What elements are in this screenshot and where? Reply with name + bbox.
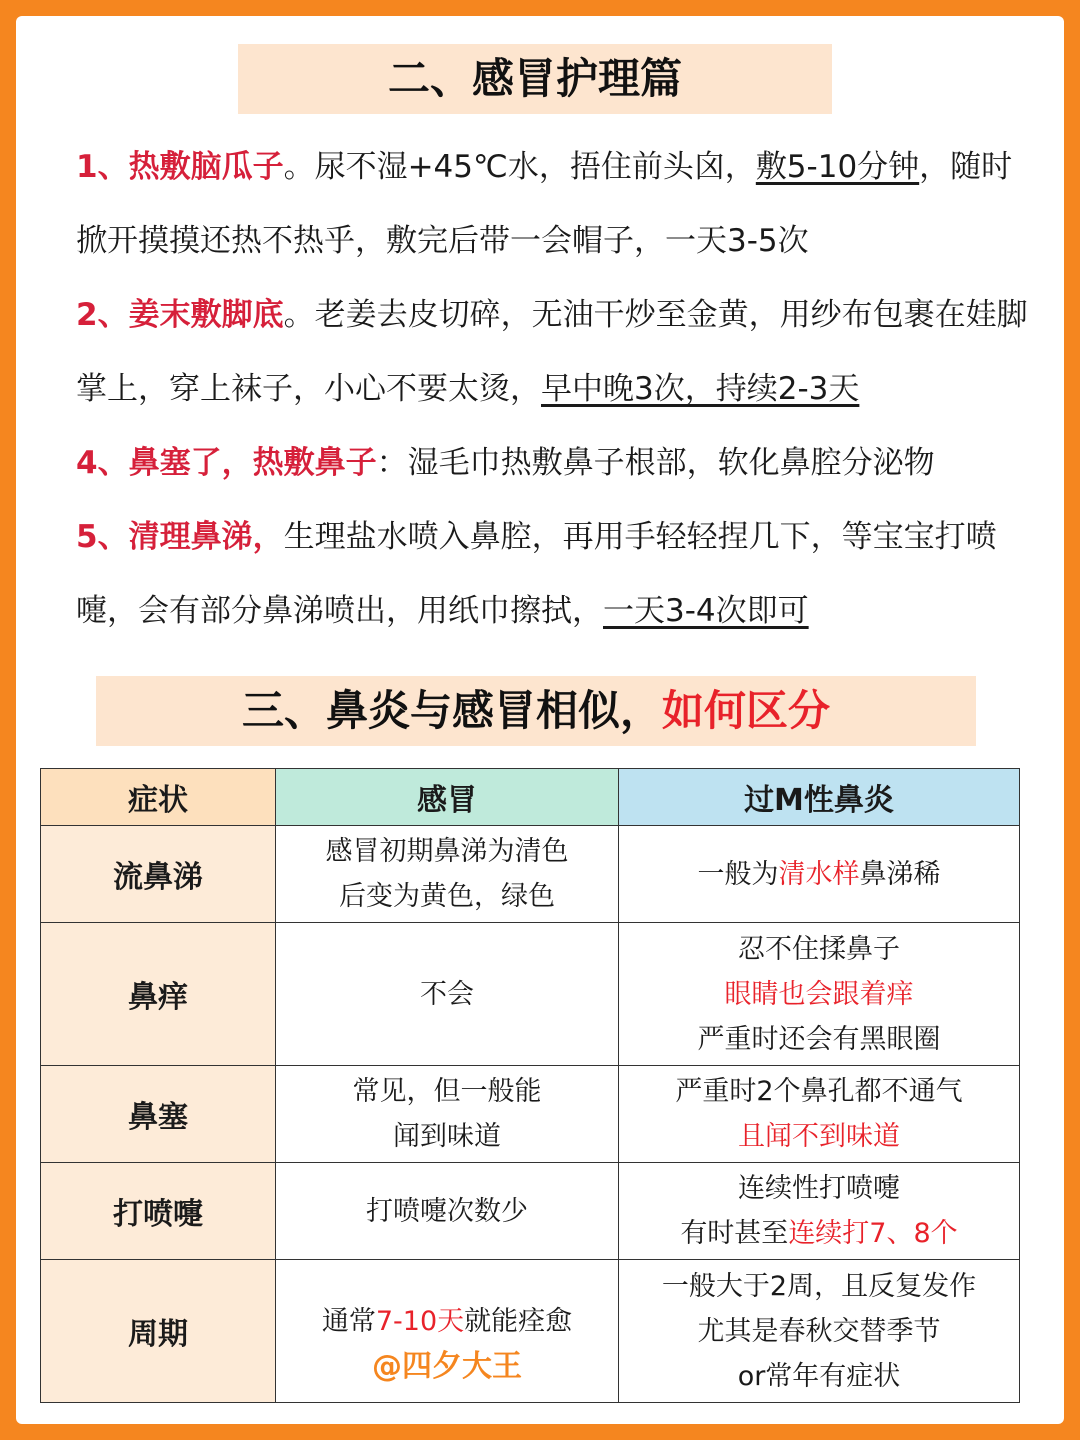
care-item-text: 湿毛巾热敷鼻子根部，软化鼻腔分泌物: [407, 445, 935, 481]
column-header-rhinitis: 过M性鼻炎: [619, 769, 1020, 826]
cell-line: 严重时2个鼻孔都不通气: [675, 1076, 963, 1107]
cell-line: 忍不住揉鼻子: [738, 933, 900, 965]
cell-line: 严重时还会有黑眼圈: [697, 1023, 941, 1055]
column-header-symptom: 症状: [41, 769, 276, 826]
care-item-text-continued: ，随时掀开摸摸还热不热乎，敷完后带一会帽子，一天3-5次: [76, 149, 1013, 259]
cell-text: 就能痊愈: [464, 1306, 573, 1337]
cold-cell: [276, 1260, 619, 1403]
section-title-comparison: [96, 676, 976, 746]
care-item-separator: 。: [283, 149, 315, 185]
care-item-heading: 热敷脑瓜子: [128, 149, 284, 185]
cell-line: 一般大于2周，且反复发作: [661, 1270, 977, 1302]
care-item-number: 5、: [76, 519, 129, 555]
cell-highlight: 清水样: [778, 858, 860, 890]
care-item-number: 2、: [76, 297, 129, 333]
rhinitis-cell: [619, 923, 1020, 1066]
author-signature: @四夕大王: [372, 1349, 522, 1384]
cell-text: 通常: [321, 1306, 376, 1337]
care-item-text: 尿不湿+45℃水，捂住前头囟，: [314, 149, 756, 185]
care-item-text: 生理盐水喷入鼻腔，再用手轻轻捏几下，等宝宝打喷嚏，会有部分鼻涕喷出，用纸巾擦拭，: [76, 519, 997, 629]
cell-line: [625, 1211, 1013, 1256]
symptom-cell: 周期: [41, 1260, 276, 1403]
cell-line: 尤其是春秋交替季节: [697, 1315, 941, 1347]
symptom-cell: 鼻痒: [41, 923, 276, 1066]
care-item-heading: 鼻塞了，热敷鼻子: [128, 445, 377, 481]
section-title-text: 二、感冒护理篇: [387, 54, 682, 103]
care-item-separator: 。: [283, 297, 315, 333]
cell-highlight: 7-10天: [375, 1306, 465, 1337]
rhinitis-cell: [619, 826, 1020, 923]
care-item-4: [76, 426, 1036, 500]
table-row: [41, 1260, 1020, 1403]
care-item-heading: 姜末敷脚底: [128, 297, 284, 333]
table-row: [41, 1066, 1020, 1163]
care-item-underlined-text: 早中晚3次，持续2-3天: [541, 371, 860, 407]
cold-cell: [276, 1066, 619, 1163]
care-item-underlined-text: 敷5-10分钟: [755, 149, 920, 185]
care-item-2: [76, 278, 1036, 426]
symptom-cell: 打喷嚏: [41, 1163, 276, 1260]
cell-line: 打喷嚏次数少: [366, 1195, 528, 1227]
cell-line: [282, 1299, 612, 1344]
column-header-cold: 感冒: [276, 769, 619, 826]
rhinitis-cell: [619, 1163, 1020, 1260]
cold-cell: [276, 923, 619, 1066]
care-item-underlined-text: 一天3-4次即可: [603, 593, 809, 629]
cell-line: 常见，但一般能: [352, 1076, 542, 1107]
care-item-separator: ：: [376, 445, 408, 481]
rhinitis-cell: [619, 1260, 1020, 1403]
table-row: [41, 1163, 1020, 1260]
table-row: [41, 923, 1020, 1066]
cell-highlight: 且闻不到味道: [738, 1121, 900, 1152]
section-title-text: 三、鼻炎与感冒相似，: [241, 686, 662, 735]
section-title-cold-care: [238, 44, 832, 114]
care-item-heading: 清理鼻涕，: [128, 519, 284, 555]
symptom-cell: 流鼻涕: [41, 826, 276, 923]
symptom-cell: 鼻塞: [41, 1066, 276, 1163]
table-row: [41, 826, 1020, 923]
cell-line: 连续性打喷嚏: [738, 1173, 900, 1204]
care-item-text: 老姜去皮切碎，无油干炒至金黄，用纱布包裹在娃脚掌上，穿上袜子，小心不要太烫，: [76, 297, 1028, 407]
care-item-number: 1、: [76, 149, 129, 185]
cold-cell: [276, 1163, 619, 1260]
care-item-5: [76, 500, 1036, 648]
cold-cell: [276, 826, 619, 923]
cell-line: [625, 852, 1013, 897]
cell-line: 不会: [420, 978, 474, 1010]
cell-text: 有时甚至: [680, 1218, 789, 1249]
cell-line: 感冒初期鼻涕为清色: [325, 836, 569, 867]
table-header-row: [41, 769, 1020, 826]
cell-line: or常年有症状: [737, 1360, 901, 1392]
section-title-highlight: 如何区分: [662, 686, 831, 735]
cell-line: 后变为黄色，绿色: [339, 881, 555, 912]
cell-highlight: 眼睛也会跟着痒: [724, 978, 914, 1010]
rhinitis-cell: [619, 1066, 1020, 1163]
cell-text: 鼻涕稀: [859, 858, 941, 890]
cell-line: 闻到味道: [393, 1121, 501, 1152]
care-item-1: [76, 130, 1036, 278]
comparison-table: [40, 768, 1020, 1403]
cell-highlight: 连续打7、8个: [788, 1218, 958, 1249]
care-item-number: 4、: [76, 445, 129, 481]
content-card: [16, 16, 1064, 1424]
cell-text: 一般为: [697, 858, 779, 890]
